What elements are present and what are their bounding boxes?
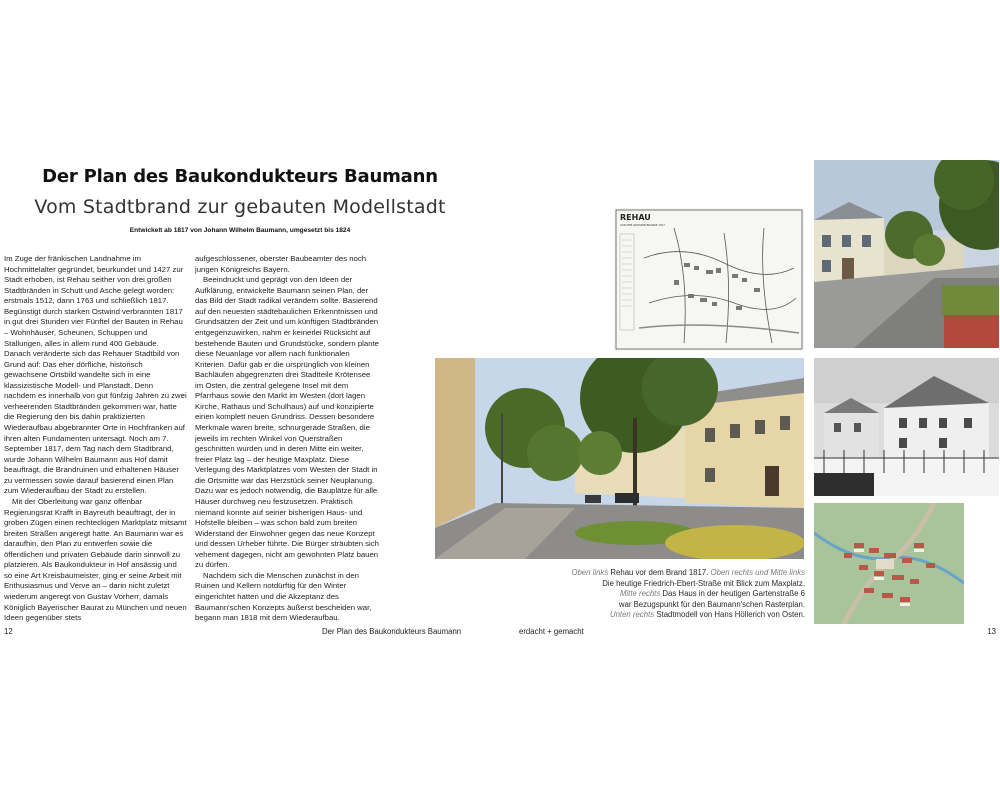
paragraph: aufgeschlossener, oberster Baubeamter des noch jungen Königreichs Bayern. (195, 254, 367, 274)
caption-text: Stadtmodell von Hans Höllerich von Osten. (654, 610, 805, 619)
caption-line (505, 589, 805, 600)
caption-label: Oben links (571, 568, 609, 577)
caption-text: Das Haus in der heutigen Gartenstraße 6 (660, 589, 805, 598)
caption-label: Unten rechts (609, 610, 655, 619)
running-title-left: Der Plan des Baukondukteurs Baumann (322, 627, 462, 636)
image-caption (505, 568, 805, 621)
historic-map-image (614, 208, 804, 351)
street-photo (814, 160, 999, 348)
text-column-2 (195, 254, 380, 624)
running-title-right: erdacht + gemacht (519, 627, 584, 636)
map-subtitle: VOR DEM GROSSEN BRANDE 1817 (620, 224, 665, 227)
caption-line: Die heutige Friedrich-Ebert-Straße mit Blick zum Maxplatz. (602, 578, 805, 588)
paragraph: Mit der Oberleitung war ganz offenbar Regierungsrat Krafft in Bayreuth beauftragt, der in groben Zügen einen rechteckigen Marktplatz mitsamt breiten Straßen angeregt hatte. An Baumann war es daraufhin, den Plan zu entwerfen sowie die öffentlichen und privaten Gebäude darin sinnvoll zu platzieren. Als Baukondukteur in Hof ansässig und so eine Art Kreisbaumeister, ging er seine Arbeit mit Enthusiasmus und Verve an – darin nicht zuletzt wiederum angeregt von Gustav Vorherr, damals Königlich Bayerischer Baurat zu München und neuen Ideen gegenüber stets (4, 496, 187, 623)
article-byline: Entwickelt ab 1817 von Johann Wilhelm Baumann, umgesetzt bis 1824 (129, 227, 351, 234)
town-model-photo (814, 503, 964, 624)
paragraph: Beeindruckt und geprägt von den Ideen der Aufklärung, entwickelte Baumann seinen Plan, der das Bild der Stadt radikal verändern sollte. Basierend auf den neuesten städtebaulichen Erkenntnissen und Grundsätzen der Zeit und um künftigen Stadtbränden entgegenzuwirken, nahm er keinerlei Rücksicht auf bestehende Bauten und Grundstücke, sondern plante diese Neuanlage vor allem nach funktionalen Kriterien. Dafür gab er die ursprünglich von kleinen Bachläufen abgegrenzten drei Stadtteile Krötensee im Osten, die zentral gelegene Insel mit dem Pfarrhaus sowie den Markt im Westen (dort lagen Kirche, Rathaus und Schulhaus) auf und konzipierte einen komplett neuen Grundriss. Dessen besondere Merkmale waren breite, schnurgerade Straßen, die jeweils im rechten Winkel von Querstraßen geschnitten wurden und in deren Mitte ein weiter, freier Platz lag – der heutige Maxplatz. Diese Verlegung des Marktplatzes vom Westen der Stadt in die Ortsmitte war das Herzstück seiner Neuplanung. Dazu war es jedoch notwendig, die Bauplätze für alle Häuser durchweg neu festzusetzen. Praktisch niemand konnte auf seiner bisherigen Haus- und Hofstelle bleiben – was schon bald zum breiten Widerstand der Einwohner gegen das neue Konzept und dessen Urheber führte. Die Bürger sträubten sich vehement dagegen, nicht am gewohnten Platz bauen zu dürfen. (195, 275, 379, 570)
paragraph: Im Zuge der fränkischen Landnahme im Hochmittelalter gegründet, beurkundet und 1427 zur Stadt erhoben, ist Rehau seither von drei großen Stadtbränden in Schutt und Asche gelegt worden: erstmals 1512, dann 1763 und schließlich 1817. Begünstigt durch starken Ostwind verbrannten 1817 in gut drei Stunden vier Fünftel der Bauten in Rehau – Wohnhäuser, Scheunen, Schuppen und Stallungen, alles in allem rund 400 Gebäude. Danach veränderte sich das Rehauer Stadtbild von Grund auf: Das eher dörfliche, historisch gewachsene Ortsbild wandelte sich in eine klassizistische Modell- und Planstadt. Denn nachdem es innerhalb von gut fünfzig Jahren zu zwei verheerenden Stadtbränden gekommen war, hatte die Regierung den bis dahin praktizierten Wiederaufbau abgebrannter Orte in Hochfranken auf ihren alten Fundamenten untersagt. Noch am 7. September 1817, dem Tag nach dem Stadtbrand, wurde Johann Wilhelm Baumann aus Hof damit beauftragt, die Brandruinen und erhaltenen Häuser zu vermessen sowie darauf basierend einen Plan zum Wiederaufbau der Stadt zu erstellen. (4, 254, 187, 496)
caption-label: Mitte rechts (619, 589, 661, 598)
article-subtitle: Vom Stadtbrand zur gebauten Modellstadt (34, 196, 446, 218)
caption-label: Oben rechts und Mitte links (710, 568, 805, 577)
page-number-right: 13 (987, 627, 996, 636)
caption-line: war Bezugspunkt für den Baumann'schen Rasterplan. (618, 599, 805, 609)
caption-line (505, 568, 805, 579)
caption-text: Rehau vor dem Brand 1817. (608, 568, 711, 577)
caption-line (505, 610, 805, 621)
text-column-1 (4, 254, 187, 624)
paragraph: Nachdem sich die Menschen zunächst in den Ruinen und Kellern notdürftig für den Winter eingerichtet hatten und die Akzeptanz des Baumann'schen Konzepts äußerst bescheiden war, begann man 1818 mit dem Wiederaufbau. (195, 570, 372, 623)
map-title: REHAU (620, 213, 651, 222)
gartenstrasse-house-photo (814, 358, 999, 496)
street-to-maxplatz-photo (435, 358, 804, 559)
page-number-left: 12 (4, 627, 13, 636)
article-title: Der Plan des Baukondukteurs Baumann (42, 166, 438, 187)
